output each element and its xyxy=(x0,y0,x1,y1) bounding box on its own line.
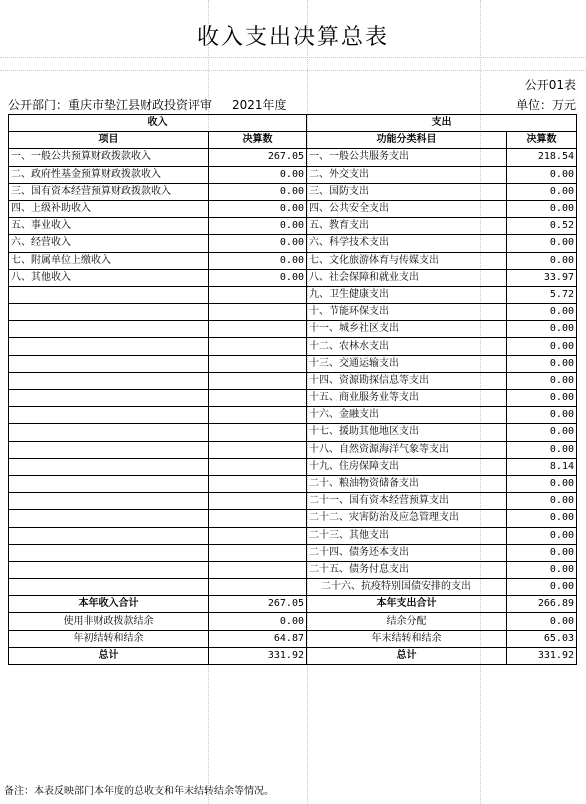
summary-row xyxy=(9,613,577,630)
footnote: 备注：本表反映部门本年度的总收支和年末结转结余等情况。 xyxy=(4,786,274,797)
income-item: 七、附属单位上缴收入 xyxy=(9,252,209,269)
summary-expense-label: 本年支出合计 xyxy=(307,596,507,613)
income-item xyxy=(9,390,209,407)
expense-item: 十三、交通运输支出 xyxy=(307,355,507,372)
income-item: 四、上级补助收入 xyxy=(9,200,209,217)
table-row xyxy=(9,475,577,492)
expense-amount: 0.00 xyxy=(507,183,577,200)
income-expense-table xyxy=(8,114,577,665)
table-row xyxy=(9,544,577,561)
summary-row xyxy=(9,596,577,613)
expense-item: 十八、自然资源海洋气象等支出 xyxy=(307,441,507,458)
expense-amount: 0.00 xyxy=(507,424,577,441)
table-row xyxy=(9,200,577,217)
expense-item: 二十四、债务还本支出 xyxy=(307,544,507,561)
table-row xyxy=(9,424,577,441)
income-amount xyxy=(209,390,307,407)
income-amount xyxy=(209,441,307,458)
income-item xyxy=(9,424,209,441)
expense-item: 三、国防支出 xyxy=(307,183,507,200)
income-amount: 0.00 xyxy=(209,200,307,217)
expense-item: 二十一、国有资本经营预算支出 xyxy=(307,493,507,510)
expense-amount: 0.00 xyxy=(507,252,577,269)
income-amount xyxy=(209,561,307,578)
expense-item: 五、教育支出 xyxy=(307,218,507,235)
summary-income-amount: 64.87 xyxy=(209,630,307,647)
col-header-income-amount: 决算数 xyxy=(209,132,307,149)
table-row xyxy=(9,510,577,527)
expense-amount: 0.00 xyxy=(507,166,577,183)
expense-amount: 0.00 xyxy=(507,527,577,544)
expense-amount: 5.72 xyxy=(507,286,577,303)
department-label: 公开部门：重庆市垫江县财政投资评审 xyxy=(8,98,213,112)
income-amount: 267.05 xyxy=(209,149,307,166)
expense-item: 二十六、抗疫特别国债安排的支出 xyxy=(307,579,507,596)
table-row xyxy=(9,441,577,458)
expense-amount: 8.14 xyxy=(507,458,577,475)
col-header-item: 项目 xyxy=(9,132,209,149)
table-row xyxy=(9,579,577,596)
table-row xyxy=(9,527,577,544)
income-amount xyxy=(209,510,307,527)
income-item xyxy=(9,544,209,561)
column-header-row xyxy=(9,132,577,149)
income-amount xyxy=(209,338,307,355)
income-item xyxy=(9,579,209,596)
table-row xyxy=(9,218,577,235)
income-amount: 0.00 xyxy=(209,235,307,252)
expense-amount: 0.00 xyxy=(507,235,577,252)
income-item xyxy=(9,561,209,578)
income-item xyxy=(9,475,209,492)
income-item: 三、国有资本经营预算财政拨款收入 xyxy=(9,183,209,200)
income-item xyxy=(9,458,209,475)
summary-expense-amount: 266.89 xyxy=(507,596,577,613)
expense-amount: 0.00 xyxy=(507,544,577,561)
expense-item: 十九、住房保障支出 xyxy=(307,458,507,475)
income-amount xyxy=(209,304,307,321)
expense-item: 二十、粮油物资储备支出 xyxy=(307,475,507,492)
summary-expense-label: 结余分配 xyxy=(307,613,507,630)
income-item xyxy=(9,338,209,355)
expense-item: 二十二、灾害防治及应急管理支出 xyxy=(307,510,507,527)
income-item xyxy=(9,441,209,458)
summary-expense-amount: 65.03 xyxy=(507,630,577,647)
income-amount xyxy=(209,286,307,303)
expense-item: 二十三、其他支出 xyxy=(307,527,507,544)
expense-item: 十、节能环保支出 xyxy=(307,304,507,321)
income-item: 二、政府性基金预算财政拨款收入 xyxy=(9,166,209,183)
income-item xyxy=(9,321,209,338)
summary-row xyxy=(9,647,577,664)
income-item: 八、其他收入 xyxy=(9,269,209,286)
expense-amount: 0.00 xyxy=(507,510,577,527)
table-row xyxy=(9,149,577,166)
income-amount xyxy=(209,544,307,561)
table-row xyxy=(9,407,577,424)
table-row xyxy=(9,286,577,303)
income-amount: 0.00 xyxy=(209,218,307,235)
expense-item: 十七、援助其他地区支出 xyxy=(307,424,507,441)
fiscal-year: 2021年度 xyxy=(232,98,287,112)
table-row xyxy=(9,235,577,252)
summary-expense-amount: 331.92 xyxy=(507,647,577,664)
expense-item: 二、外交支出 xyxy=(307,166,507,183)
expense-amount: 0.00 xyxy=(507,355,577,372)
table-row xyxy=(9,390,577,407)
expense-item: 四、公共安全支出 xyxy=(307,200,507,217)
section-header-row xyxy=(9,115,577,132)
income-amount: 0.00 xyxy=(209,252,307,269)
income-item xyxy=(9,527,209,544)
income-item xyxy=(9,493,209,510)
table-row xyxy=(9,321,577,338)
expense-item: 一、一般公共服务支出 xyxy=(307,149,507,166)
expense-amount: 0.00 xyxy=(507,493,577,510)
income-amount xyxy=(209,493,307,510)
expense-item: 九、卫生健康支出 xyxy=(307,286,507,303)
income-amount: 0.00 xyxy=(209,166,307,183)
summary-income-amount: 267.05 xyxy=(209,596,307,613)
expense-section-header: 支出 xyxy=(307,115,577,132)
summary-expense-label: 年末结转和结余 xyxy=(307,630,507,647)
expense-item: 十五、商业服务业等支出 xyxy=(307,390,507,407)
income-amount xyxy=(209,355,307,372)
table-row xyxy=(9,355,577,372)
expense-amount: 0.00 xyxy=(507,338,577,355)
report-title: 收入支出决算总表 xyxy=(196,25,389,50)
expense-amount: 0.00 xyxy=(507,200,577,217)
table-row xyxy=(9,372,577,389)
table-row xyxy=(9,458,577,475)
income-amount xyxy=(209,458,307,475)
unit-label: 单位：万元 xyxy=(515,98,576,112)
income-item: 五、事业收入 xyxy=(9,218,209,235)
expense-amount: 0.00 xyxy=(507,407,577,424)
income-amount xyxy=(209,372,307,389)
expense-item: 十一、城乡社区支出 xyxy=(307,321,507,338)
expense-amount: 0.00 xyxy=(507,372,577,389)
income-amount: 0.00 xyxy=(209,183,307,200)
income-item: 六、经营收入 xyxy=(9,235,209,252)
summary-income-label: 本年收入合计 xyxy=(9,596,209,613)
table-row xyxy=(9,304,577,321)
income-item xyxy=(9,286,209,303)
income-section-header: 收入 xyxy=(9,115,307,132)
income-item xyxy=(9,510,209,527)
income-item xyxy=(9,355,209,372)
form-number: 公开01表 xyxy=(524,78,576,92)
income-amount: 0.00 xyxy=(209,269,307,286)
expense-amount: 0.00 xyxy=(507,390,577,407)
summary-income-label: 使用非财政拨款结余 xyxy=(9,613,209,630)
income-amount xyxy=(209,527,307,544)
expense-amount: 33.97 xyxy=(507,269,577,286)
income-item xyxy=(9,372,209,389)
income-amount xyxy=(209,407,307,424)
expense-item: 十六、金融支出 xyxy=(307,407,507,424)
summary-income-label: 总计 xyxy=(9,647,209,664)
expense-amount: 0.00 xyxy=(507,441,577,458)
expense-amount: 0.00 xyxy=(507,475,577,492)
table-row xyxy=(9,338,577,355)
income-amount xyxy=(209,424,307,441)
table-row xyxy=(9,166,577,183)
expense-amount: 0.00 xyxy=(507,561,577,578)
expense-amount: 0.52 xyxy=(507,218,577,235)
income-item: 一、一般公共预算财政拨款收入 xyxy=(9,149,209,166)
table-row xyxy=(9,561,577,578)
expense-amount: 0.00 xyxy=(507,304,577,321)
expense-item: 十二、农林水支出 xyxy=(307,338,507,355)
summary-expense-label: 总计 xyxy=(307,647,507,664)
table-row xyxy=(9,183,577,200)
income-amount xyxy=(209,321,307,338)
income-item xyxy=(9,304,209,321)
col-header-expense-amount: 决算数 xyxy=(507,132,577,149)
summary-income-label: 年初结转和结余 xyxy=(9,630,209,647)
income-amount xyxy=(209,579,307,596)
expense-amount: 0.00 xyxy=(507,579,577,596)
grid-guide xyxy=(0,70,586,71)
expense-amount: 0.00 xyxy=(507,321,577,338)
income-amount xyxy=(209,475,307,492)
table-row xyxy=(9,493,577,510)
summary-income-amount: 331.92 xyxy=(209,647,307,664)
table-row xyxy=(9,252,577,269)
expense-item: 八、社会保障和就业支出 xyxy=(307,269,507,286)
summary-expense-amount: 0.00 xyxy=(507,613,577,630)
expense-item: 十四、资源勘探信息等支出 xyxy=(307,372,507,389)
expense-amount: 218.54 xyxy=(507,149,577,166)
expense-item: 六、科学技术支出 xyxy=(307,235,507,252)
table-row xyxy=(9,269,577,286)
expense-item: 七、文化旅游体育与传媒支出 xyxy=(307,252,507,269)
expense-item: 二十五、债务付息支出 xyxy=(307,561,507,578)
summary-row xyxy=(9,630,577,647)
grid-guide xyxy=(0,57,586,58)
summary-income-amount: 0.00 xyxy=(209,613,307,630)
income-item xyxy=(9,407,209,424)
col-header-category: 功能分类科目 xyxy=(307,132,507,149)
